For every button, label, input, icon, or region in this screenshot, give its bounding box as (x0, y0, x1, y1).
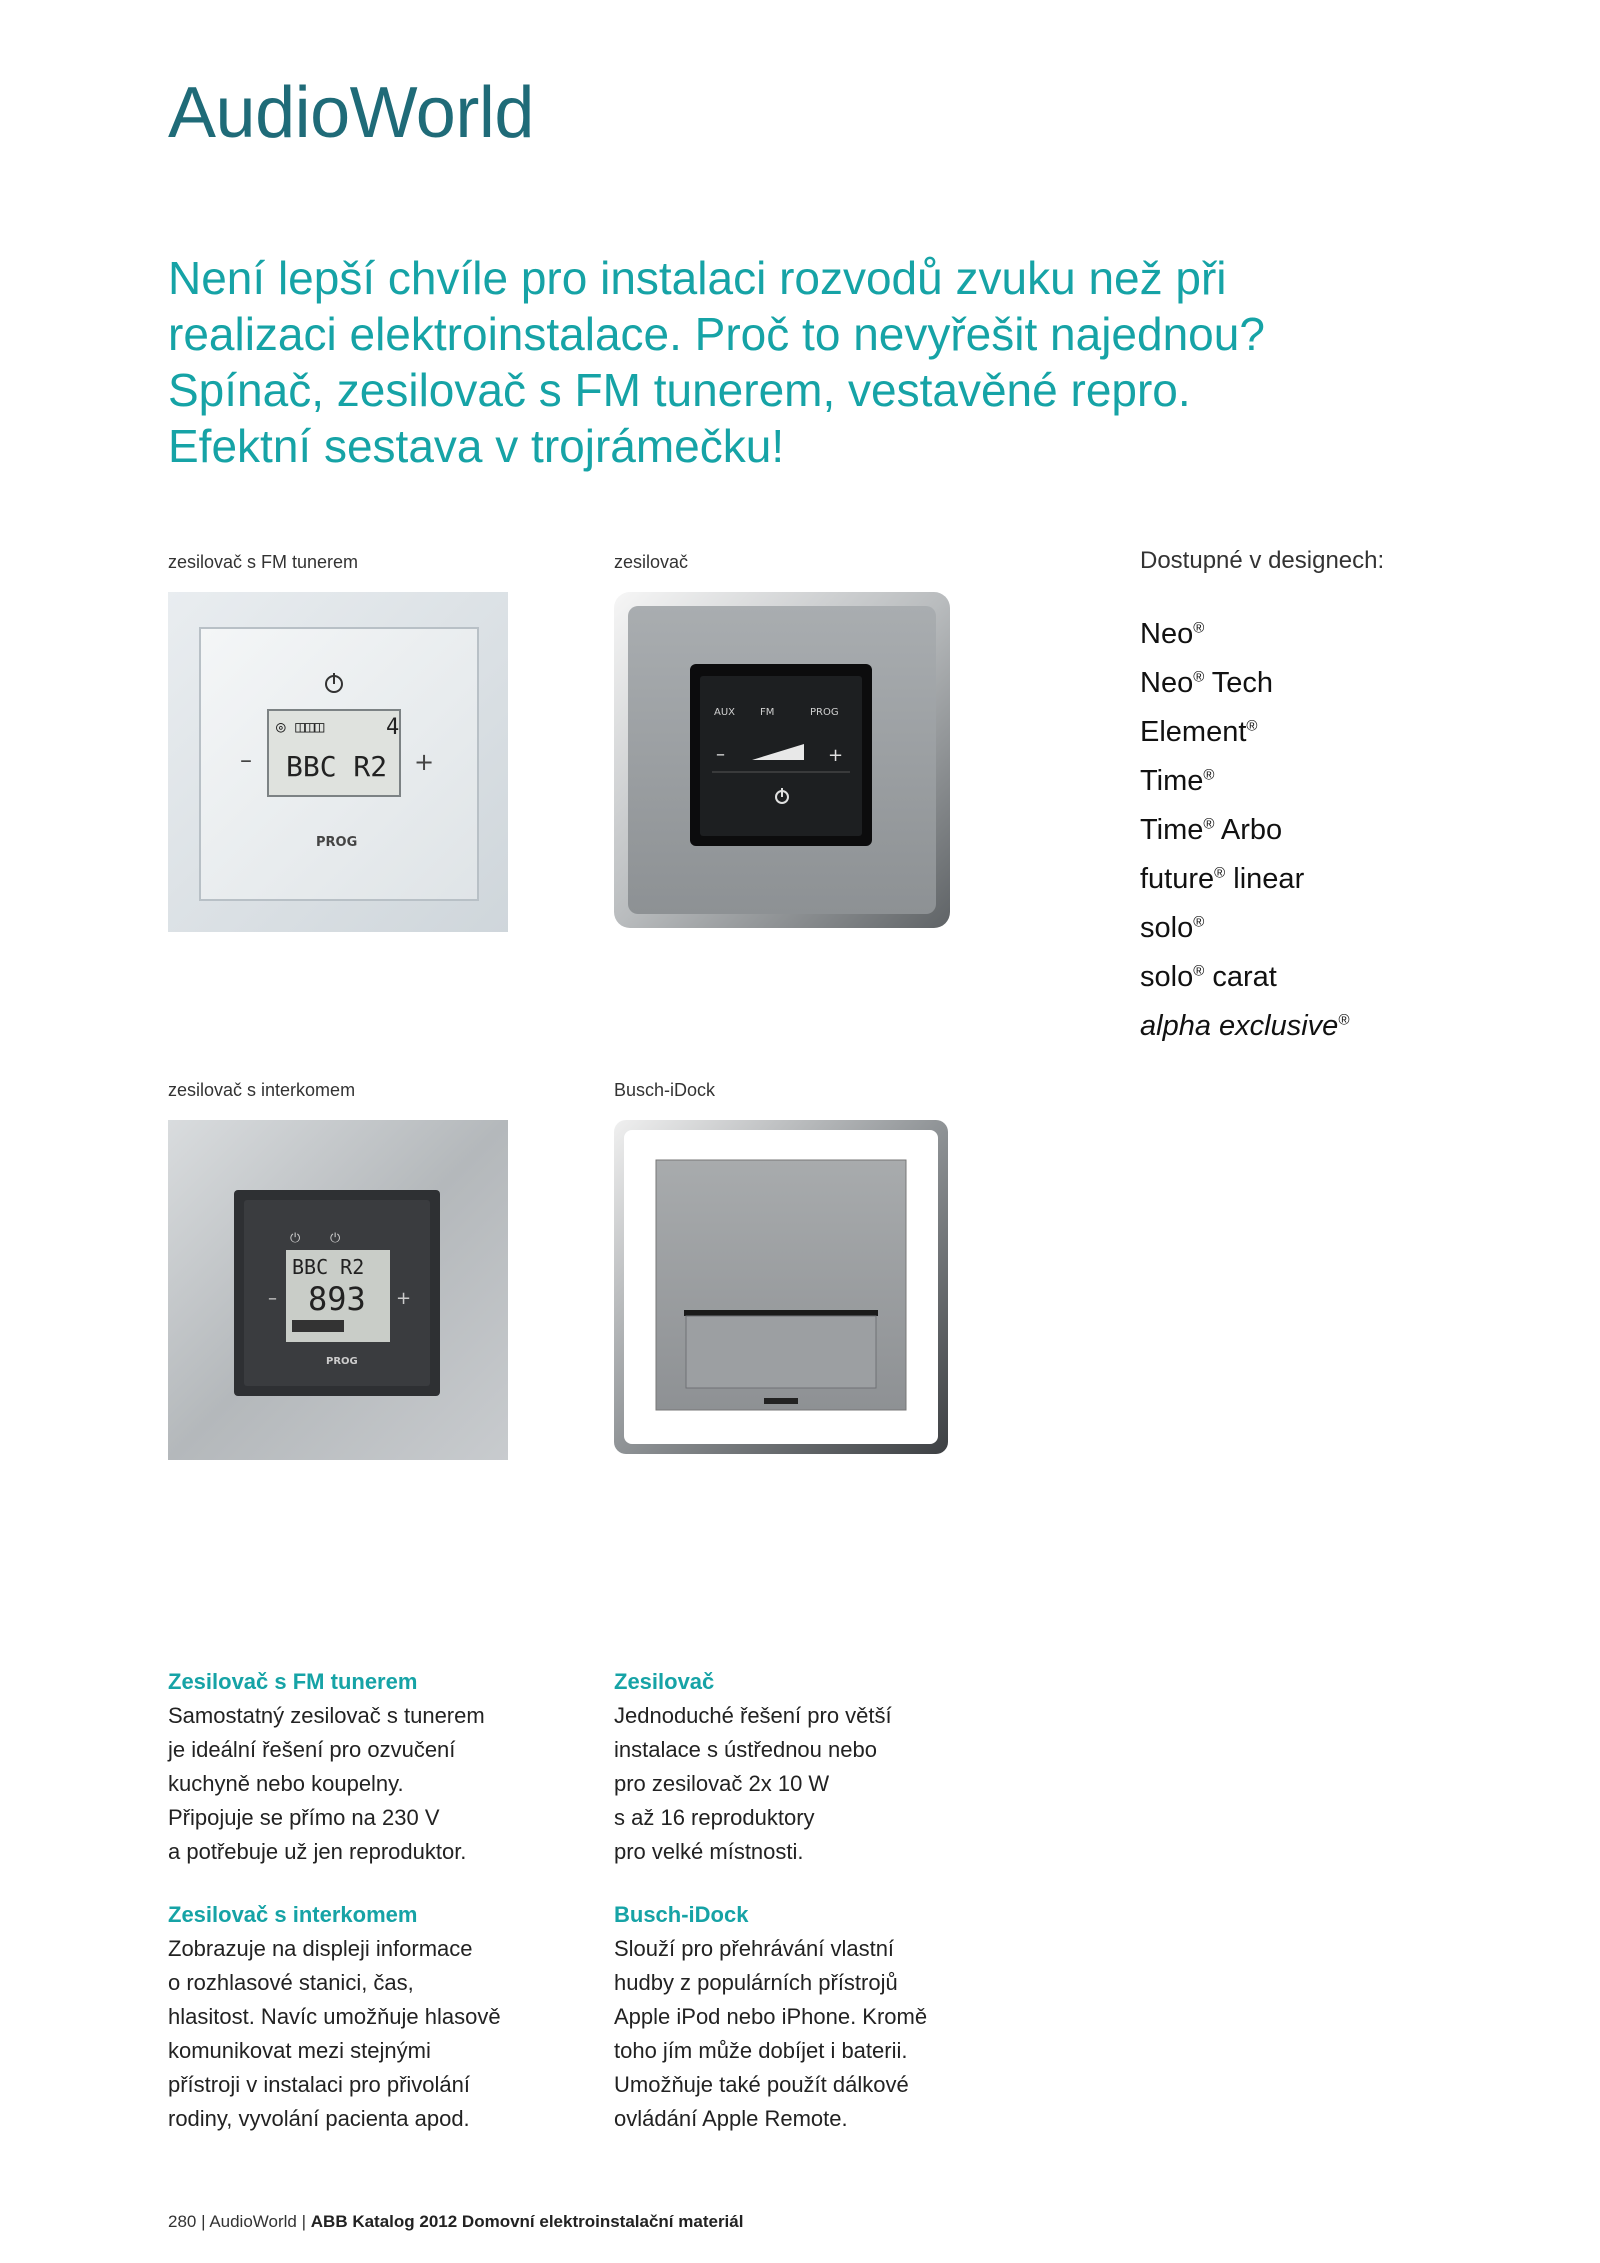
caption-idock: Busch-iDock (614, 1080, 716, 1100)
design-item: Neo® Tech (1140, 667, 1274, 699)
idock-photo (614, 1120, 954, 1460)
svg-text:–: – (240, 746, 252, 774)
page-footer: 280 | AudioWorld | ABB Katalog 2012 Domovní elektroinstalační materiál (168, 2212, 744, 2231)
design-item: solo® carat (1140, 961, 1277, 993)
desc-intercom (168, 1898, 568, 2136)
aux-label: AUX (714, 707, 736, 718)
page-number: 280 (168, 2212, 197, 2231)
desc-fm-tuner (168, 1665, 568, 1869)
intro-paragraph (168, 250, 1398, 474)
desc-idock (614, 1898, 1014, 2136)
design-item: future® linear (1140, 863, 1305, 895)
intro-line: Není lepší chvíle pro instalaci rozvodů zvuku než při (168, 252, 1227, 304)
svg-text:◎ ◫◫◫: ◎ ◫◫◫ (276, 717, 325, 736)
design-item: alpha exclusive® (1140, 1010, 1350, 1042)
caption-fm-tuner: zesilovač s FM tunerem (168, 552, 359, 572)
display-station: BBC R2 (292, 1255, 365, 1279)
design-item: Neo® (1140, 618, 1205, 650)
designs-list (1140, 610, 1349, 1051)
ir-sensor (764, 1398, 798, 1404)
design-item: Time® (1140, 765, 1215, 797)
svg-text:+: + (414, 748, 435, 776)
display-channel: 4 (386, 715, 400, 740)
desc-heading: Zesilovač s FM tunerem (168, 1669, 418, 1694)
desc-body: Samostatný zesilovač s tunerem je ideální řešení pro ozvučení kuchyně nebo koupelny. Připojuje se přímo na 230 V a potřebuje už jen reproduktor. (168, 1703, 485, 1864)
display-frequency: 893 (308, 1280, 366, 1318)
svg-text:⏻: ⏻ (290, 1231, 301, 1246)
intro-line: realizaci elektroinstalace. Proč to nevyřešit najednou? (168, 308, 1265, 360)
svg-text:+: + (396, 1288, 412, 1309)
footer-catalog: ABB Katalog 2012 Domovní elektroinstalační materiál (310, 2212, 744, 2231)
desc-body: Zobrazuje na displeji informace o rozhlasové stanici, čas, hlasitost. Navíc umožňuje hlasově komunikovat mezi stejnými přístroji v instalaci pro přivolání rodiny, vyvolání pacienta apod. (168, 1936, 501, 2131)
fm-label: FM (760, 707, 775, 718)
prog-label: PROG (316, 835, 358, 850)
design-item: solo® (1140, 912, 1205, 944)
desc-heading: Zesilovač s interkomem (168, 1902, 418, 1927)
svg-text:–: – (716, 744, 725, 765)
desc-body: Jednoduché řešení pro větší instalace s ústřednou nebo pro zesilovač 2x 10 W s až 16 reproduktory pro velké místnosti. (614, 1703, 892, 1864)
caption-intercom: zesilovač s interkomem (168, 1080, 356, 1100)
fm-tuner-amplifier-photo (168, 592, 508, 932)
desc-amplifier (614, 1665, 1014, 1869)
desc-body: Slouží pro přehrávání vlastní hudby z populárních přístrojů Apple iPod nebo iPhone. Kromě toho jím může dobíjet i baterii. Umožňuje také použít dálkové ovládání Apple Remote. (614, 1936, 928, 2131)
display-station: BBC R2 (286, 750, 388, 783)
desc-heading: Zesilovač (614, 1669, 715, 1694)
intercom-amplifier-photo (168, 1120, 508, 1460)
intro-line: Efektní sestava v trojrámečku! (168, 420, 785, 472)
prog-label: PROG (810, 707, 839, 718)
desc-heading: Busch-iDock (614, 1902, 749, 1927)
prog-label: PROG (326, 1356, 358, 1367)
footer-section: AudioWorld (209, 2212, 297, 2231)
svg-text:⏻: ⏻ (330, 1231, 341, 1246)
design-item: Element® (1140, 716, 1258, 748)
design-item: Time® Arbo (1140, 814, 1283, 846)
intro-line: Spínač, zesilovač s FM tunerem, vestavěné repro. (168, 364, 1191, 416)
svg-text:+: + (828, 745, 844, 766)
svg-text:–: – (268, 1288, 277, 1309)
page-title: AudioWorld (168, 73, 534, 153)
caption-amplifier: zesilovač (614, 552, 689, 572)
amplifier-photo (614, 592, 954, 932)
designs-label: Dostupné v designech: (1140, 547, 1385, 574)
